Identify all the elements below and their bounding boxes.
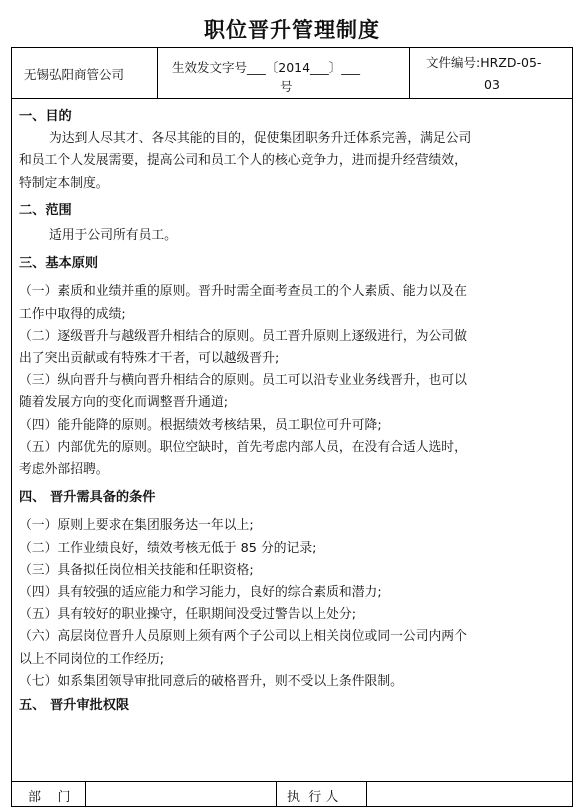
section-heading: 二、范围 bbox=[19, 202, 72, 218]
paragraph-line: 和员工个人发展需要，提高公司和员工个人的核心竞争力，进而提升经营绩效， bbox=[19, 153, 467, 169]
list-item-line: （四）具有较强的适应能力和学习能力，良好的综合素质和潜力; bbox=[19, 585, 382, 601]
list-item-line: （四）能升能降的原则。根据绩效考核结果，员工职位可升可降; bbox=[19, 417, 382, 433]
list-item-line: 考虑外部招聘。 bbox=[19, 462, 109, 478]
list-item-line: （六）高层岗位晋升人员原则上须有两个子公司以上相关岗位或同一公司内两个 bbox=[19, 629, 467, 645]
list-item-line: （二）工作业绩良好，绩效考核无低于 85 分的记录; bbox=[19, 540, 317, 556]
section-heading: 一、目的 bbox=[19, 109, 72, 124]
table-divider bbox=[85, 781, 86, 807]
header-divider bbox=[409, 47, 410, 99]
section-heading: 四、 晋升需具备的条件 bbox=[19, 490, 156, 506]
list-item-line: （一）原则上要求在集团服务达一年以上; bbox=[19, 518, 254, 534]
paragraph-line: 为达到人尽其才、各尽其能的目的，促使集团职务升迁体系完善，满足公司 bbox=[49, 131, 472, 147]
effective-doc-line2: 号 bbox=[280, 79, 293, 94]
header-divider bbox=[157, 47, 158, 99]
paragraph-line: 适用于公司所有员工。 bbox=[49, 228, 177, 244]
file-number-line2: 03 bbox=[484, 77, 500, 92]
table-header-executor: 执 行 人 bbox=[287, 790, 339, 805]
document-body bbox=[19, 103, 565, 717]
table-divider bbox=[366, 781, 367, 807]
paragraph-line: 特制定本制度。 bbox=[19, 175, 109, 191]
list-item-line: （七）如系集团领导审批同意后的破格晋升，则不受以上条件限制。 bbox=[19, 673, 403, 689]
table-divider bbox=[276, 781, 277, 807]
list-item-line: 工作中取得的成绩; bbox=[19, 306, 126, 322]
list-item-line: （五）内部优先的原则。职位空缺时，首先考虑内部人员，在没有合适人选时， bbox=[19, 439, 467, 455]
file-number-line1: 文件编号:HRZD-05- bbox=[426, 55, 542, 70]
list-item-line: （三）具备拟任岗位相关技能和任职资格; bbox=[19, 562, 254, 578]
effective-doc-line1: 生效发文字号___〔2014___〕___ bbox=[172, 60, 361, 75]
file-number bbox=[426, 52, 541, 96]
effective-doc-number bbox=[172, 58, 360, 96]
section-heading: 三、基本原则 bbox=[19, 256, 99, 272]
section-heading: 五、 晋升审批权限 bbox=[19, 698, 130, 714]
table-header-department: 部 门 bbox=[28, 790, 71, 805]
list-item-line: 出了突出贡献或有特殊才干者，可以越级晋升; bbox=[19, 351, 280, 367]
list-item-line: （三）纵向晋升与横向晋升相结合的原则。员工可以沿专业业务线晋升，也可以 bbox=[19, 373, 467, 389]
list-item-line: 以上不同岗位的工作经历; bbox=[19, 651, 165, 667]
list-item-line: 随着发展方向的变化而调整晋升通道; bbox=[19, 395, 229, 411]
list-item-line: （二）逐级晋升与越级晋升相结合的原则。员工晋升原则上逐级进行，为公司做 bbox=[19, 328, 467, 344]
list-item-line: （五）具有较好的职业操守，任职期间没受过警告以上处分; bbox=[19, 607, 357, 623]
list-item-line: （一）素质和业绩并重的原则。晋升时需全面考查员工的个人素质、能力以及在 bbox=[19, 284, 467, 300]
company-name: 无锡弘阳商管公司 bbox=[24, 67, 125, 82]
page-title: 职位晋升管理制度 bbox=[204, 18, 380, 42]
